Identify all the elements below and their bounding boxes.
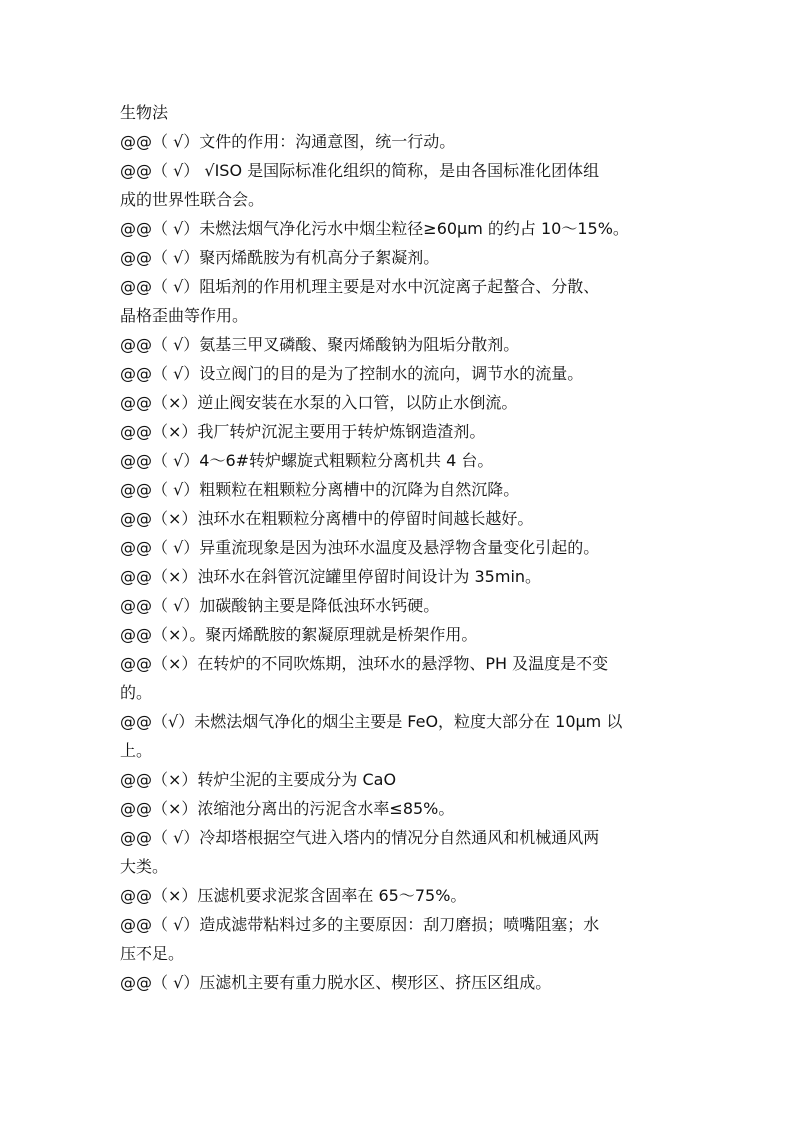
question-list: [120, 127, 680, 997]
question-line: @@（ √）设立阀门的目的是为了控制水的流向，调节水的流量。: [120, 364, 584, 383]
question-line: @@（ √）聚丙烯酰胺为有机高分子絮凝剂。: [120, 248, 440, 267]
section-heading: 生物法: [120, 103, 169, 122]
question-line: @@（ √）冷却塔根据空气进入塔内的情况分自然通风和机械通风两: [120, 828, 600, 847]
question-line: @@（×）逆止阀安装在水泵的入口管，以防止水倒流。: [120, 393, 518, 412]
question-line: @@（×）转炉尘泥的主要成分为 CaO: [120, 770, 397, 789]
question-line: @@（ √）4～6#转炉螺旋式粗颗粒分离机共 4 台。: [120, 451, 494, 470]
question-item: [120, 910, 680, 968]
question-item: [120, 359, 680, 388]
question-item: [120, 156, 680, 214]
question-item: [120, 591, 680, 620]
question-line: @@（ √）未燃法烟气净化污水中烟尘粒径≥60μm 的约占 10～15%。: [120, 219, 629, 238]
question-line: @@（ √）文件的作用：沟通意图，统一行动。: [120, 132, 456, 151]
question-line: @@（×）浊环水在斜管沉淀罐里停留时间设计为 35min。: [120, 567, 542, 586]
question-item: [120, 620, 680, 649]
question-item: [120, 649, 680, 707]
question-line: @@（ √）加碳酸钠主要是降低浊环水钙硬。: [120, 596, 440, 615]
question-item: [120, 417, 680, 446]
question-item: [120, 707, 680, 765]
question-line: @@（×）压滤机要求泥浆含固率在 65～75%。: [120, 886, 467, 905]
question-item: [120, 823, 680, 881]
question-line: @@（ √）异重流现象是因为浊环水温度及悬浮物含量变化引起的。: [120, 538, 600, 557]
question-item: [120, 504, 680, 533]
question-item: [120, 968, 680, 997]
question-line: @@（×）在转炉的不同吹炼期，浊环水的悬浮物、PH 及温度是不变: [120, 654, 609, 673]
question-line-continuation: 晶格歪曲等作用。: [120, 306, 249, 325]
question-line: @@（ √）造成滤带粘料过多的主要原因：刮刀磨损；喷嘴阻塞；水: [120, 915, 600, 934]
question-line: @@（ √）氨基三甲叉磷酸、聚丙烯酸钠为阻垢分散剂。: [120, 335, 520, 354]
question-item: [120, 794, 680, 823]
question-line: @@（×）。聚丙烯酰胺的絮凝原理就是桥架作用。: [120, 625, 478, 644]
question-line-continuation: 大类。: [120, 857, 169, 876]
question-line: @@（×）我厂转炉沉泥主要用于转炉炼钢造渣剂。: [120, 422, 486, 441]
question-line-continuation: 压不足。: [120, 944, 185, 963]
question-item: [120, 765, 680, 794]
question-line-continuation: 上。: [120, 741, 153, 760]
question-line: @@（ √）压滤机主要有重力脱水区、楔形区、挤压区组成。: [120, 973, 552, 992]
question-item: [120, 388, 680, 417]
question-line: @@（×）浊环水在粗颗粒分离槽中的停留时间越长越好。: [120, 509, 534, 528]
document-body: [120, 98, 680, 997]
question-item: [120, 533, 680, 562]
question-line: @@（ √） √ISO 是国际标准化组织的简称，是由各国标准化团体组: [120, 161, 600, 180]
question-item: [120, 475, 680, 504]
question-item: [120, 330, 680, 359]
question-line: @@（ √）粗颗粒在粗颗粒分离槽中的沉降为自然沉降。: [120, 480, 520, 499]
question-item: [120, 127, 680, 156]
question-line: @@（√）未燃法烟气净化的烟尘主要是 FeO，粒度大部分在 10μm 以: [120, 712, 623, 731]
question-item: [120, 272, 680, 330]
question-line-continuation: 成的世界性联合会。: [120, 190, 265, 209]
question-item: [120, 446, 680, 475]
question-item: [120, 214, 680, 243]
question-line: @@（ √）阻垢剂的作用机理主要是对水中沉淀离子起螯合、分散、: [120, 277, 600, 296]
question-item: [120, 881, 680, 910]
question-item: [120, 243, 680, 272]
question-item: [120, 562, 680, 591]
question-line: @@（×）浓缩池分离出的污泥含水率≤85%。: [120, 799, 455, 818]
question-line-continuation: 的。: [120, 683, 153, 702]
